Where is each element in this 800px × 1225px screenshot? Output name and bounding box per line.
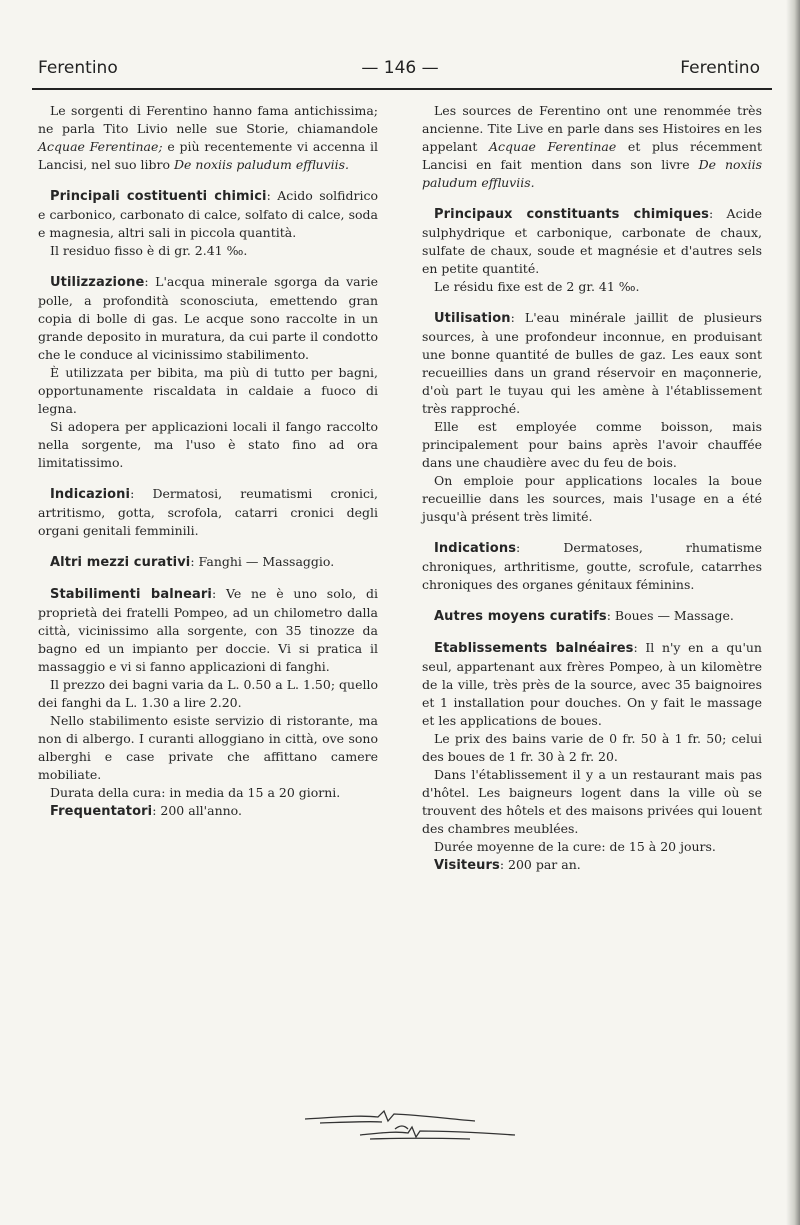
- residue-line: Il residuo fisso è di gr. 2.41 ‰.: [50, 243, 248, 258]
- french-column: [422, 102, 762, 875]
- usage-paragraph-2: Elle est employée comme boisson, mais principalement pour bains après l'avoir chauffée dans une chaudière avec du feu de bois.: [422, 419, 762, 470]
- chem-heading: Principali costituenti chimici: [50, 189, 267, 204]
- lodging-paragraph: Nello stabilimento esiste servizio di ristorante, ma non di albergo. I curanti alloggiano in città, ove sono alberghi e case private che affittano camere mobiliate.: [38, 713, 378, 782]
- usage-paragraph-2: È utilizzata per bibita, ma più di tutto per bagni, opportunamente riscaldata in caldaie a fuoco di legna.: [38, 365, 378, 416]
- duration-paragraph: Durata della cura: in media da 15 a 20 giorni.: [50, 785, 341, 800]
- other-means-heading: Altri mezzi curativi: [50, 555, 191, 570]
- intro-paragraph: Le sorgenti di Ferentino hanno fama antichissima; ne parla Tito Livio nelle sue Storie, chiamandole Acquae Ferentinae; e più recentemente vi accenna il Lancisi, nel suo libro De noxiis paludum effluviis.: [38, 103, 378, 172]
- header-left-title: Ferentino: [38, 58, 118, 78]
- header-rule: [32, 88, 772, 90]
- italian-column: [38, 102, 378, 821]
- usage-paragraph-3: On emploie pour applications locales la boue recueillie dans les sources, mais l'usage en a été jusqu'à présent très limité.: [422, 473, 762, 524]
- establishments-section: Stabilimenti balneari: Ve ne è uno solo, di proprietà dei fratelli Pompeo, ad un chilometro dalla città, vicinissimo alla sorgente, con 35 tinozze da bagno ed un impianto per doccie. Vi si pratica il massaggio e vi si fanno applicazioni di fanghi.: [38, 586, 378, 674]
- indications-section: Indications: Dermatoses, rhumatisme chroniques, arthritisme, goutte, scrofule, catarrhes chroniques des organes génitaux féminins.: [422, 540, 762, 592]
- visitors-heading: Frequentatori: [50, 804, 153, 819]
- price-paragraph: Le prix des bains varie de 0 fr. 50 à 1 fr. 50; celui des boues de 1 fr. 30 à 2 fr. 20.: [422, 731, 762, 764]
- page-number: — 146 —: [361, 58, 439, 78]
- running-header: [0, 52, 800, 82]
- establishments-heading: Stabilimenti balneari: [50, 587, 212, 602]
- chem-section: Principaux constituants chimiques: Acide sulphydrique et carbonique, carbonate de chaux, sulfate de chaux, soude et magnésie et d'autres sels en petite quantité.: [422, 206, 762, 276]
- indications-heading: Indicazioni: [50, 487, 131, 502]
- duration-paragraph: Durée moyenne de la cure: de 15 à 20 jours.: [434, 839, 716, 854]
- usage-paragraph-3: Si adopera per applicazioni locali il fango raccolto nella sorgente, ma l'uso è stato fino ad ora limitatissimo.: [38, 419, 378, 470]
- usage-section: Utilisation: L'eau minérale jaillit de plusieurs sources, à une profondeur inconnue, en produisant une bonne quantité de bulles de gaz. Les eaux sont recueillies dans un grand réservoir en maçonnerie, d'où part le tuyau qui les amène à l'établissement très rapproché.: [422, 310, 762, 416]
- residue-line: Le résidu fixe est de 2 gr. 41 ‰.: [434, 279, 640, 294]
- intro-paragraph: Les sources de Ferentino ont une renommée très ancienne. Tite Live en parle dans ses Histoires en les appelant Acquae Ferentinae et plus récemment Lancisi en fait mention dans son livre De noxiis paludum effluviis.: [422, 103, 762, 190]
- indications-section: Indicazioni: Dermatosi, reumatismi cronici, artritismo, gotta, scrofola, catarri cronici degli organi genitali femminili.: [38, 486, 378, 538]
- usage-heading: Utilizzazione: [50, 275, 145, 290]
- lodging-paragraph: Dans l'établissement il y a un restaurant mais pas d'hôtel. Les baigneurs logent dans la ville où se trouvent des hôtels et des maisons privées qui louent des chambres meublées.: [422, 767, 762, 836]
- usage-heading: Utilisation: [434, 311, 511, 326]
- visitors-section: Visiteurs: 200 par an.: [434, 857, 581, 873]
- other-means-section: Altri mezzi curativi: Fanghi — Massaggio.: [50, 554, 335, 570]
- chem-section: Principali costituenti chimici: Acido solfidrico e carbonico, carbonato di calce, solfato di calce, soda e magnesia, altri sali in piccola quantità.: [38, 188, 378, 240]
- indications-heading: Indications: [434, 541, 517, 556]
- end-ornament-icon: [300, 1105, 520, 1145]
- establishments-heading: Etablissements balnéaires: [434, 641, 634, 656]
- price-paragraph: Il prezzo dei bagni varia da L. 0.50 a L. 1.50; quello dei fanghi da L. 1.30 a lire 2.20.: [38, 677, 378, 710]
- other-means-section: Autres moyens curatifs: Boues — Massage.: [434, 608, 734, 624]
- visitors-heading: Visiteurs: [434, 858, 500, 873]
- usage-section: Utilizzazione: L'acqua minerale sgorga da varie polle, a profondità sconosciuta, emettendo gran copia di bolle di gas. Le acque sono raccolte in un grande deposito in muratura, da cui parte il condotto che le conduce al vicinissimo stabilimento.: [38, 274, 378, 362]
- establishments-section: Etablissements balnéaires: Il n'y en a qu'un seul, appartenant aux frères Pompeo, à un kilomètre de la ville, très près de la source, avec 35 baignoires et 1 installation pour douches. On y fait le massage et les applications de boues.: [422, 640, 762, 728]
- chem-heading: Principaux constituants chimiques: [434, 207, 709, 222]
- visitors-section: Frequentatori: 200 all'anno.: [50, 803, 242, 819]
- page-edge: [786, 0, 800, 1225]
- other-means-heading: Autres moyens curatifs: [434, 609, 607, 624]
- header-right-title: Ferentino: [680, 58, 760, 78]
